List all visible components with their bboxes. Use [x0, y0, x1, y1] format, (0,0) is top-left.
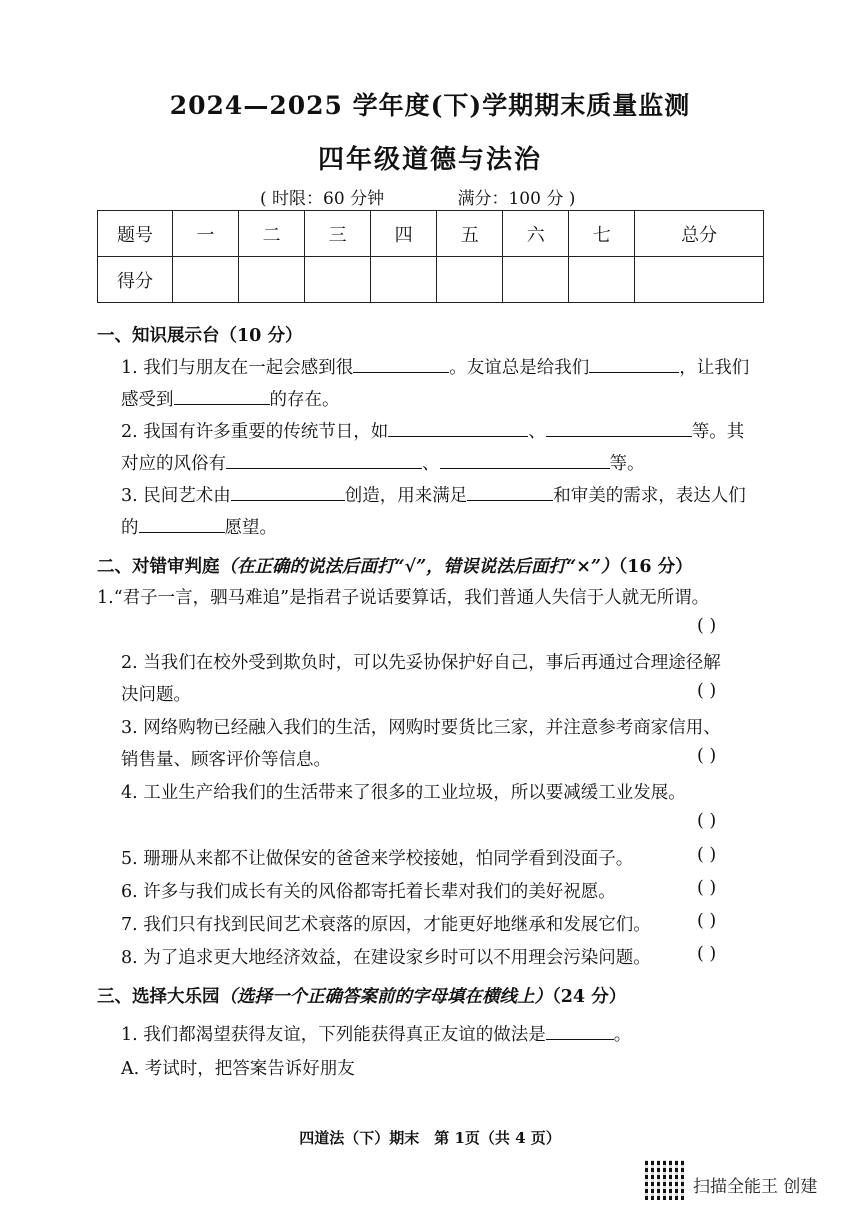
section-title: 三、选择大乐园 [97, 987, 220, 1007]
section3-q1-option-a[interactable]: A. 考试时，把答案告诉好朋友 [121, 1059, 355, 1079]
q-text: ，让我们 [679, 358, 750, 378]
section-note: （选择一个正确答案前的字母填在横线上） [219, 987, 552, 1007]
q-text: 的 [121, 518, 139, 538]
table-cell: 得分 [98, 257, 173, 303]
qr-pattern [645, 1160, 685, 1200]
section2-item-1: 1.“君子一言，驷马难追”是指君子说话要算话，我们普通人失信于人就无所谓。 [97, 588, 710, 608]
answer-paren[interactable]: ( ) [697, 681, 717, 701]
section-points: （24 分） [552, 987, 627, 1007]
exam-title: 2024—2025 学年度(下)学期期末质量监测 [169, 91, 691, 120]
answer-paren[interactable]: ( ) [697, 878, 717, 898]
section2-item-4: 4. 工业生产给我们的生活带来了很多的工业垃圾，所以要减缓工业发展。 [121, 783, 686, 803]
table-cell: 一 [173, 211, 239, 257]
section2-item-2: 2. 当我们在校外受到欺负时，可以先妥协保护好自己，事后再通过合理途径解 [121, 653, 721, 673]
time-limit: ( 时限：60 分钟 [260, 189, 385, 209]
table-cell: 七 [569, 211, 635, 257]
score-cell[interactable] [239, 257, 305, 303]
answer-blank[interactable] [139, 514, 225, 533]
q-text: 等。 [609, 454, 645, 474]
score-table-header-row [98, 211, 764, 257]
answer-paren[interactable]: ( ) [697, 746, 717, 766]
answer-paren[interactable]: ( ) [697, 616, 717, 636]
q-text: 。 [613, 1025, 632, 1045]
q-text: 2. 我国有许多重要的传统节日，如 [121, 422, 389, 442]
q-text: 3. 民间艺术由 [121, 486, 231, 506]
q-text: 对应的风俗有 [121, 454, 226, 474]
exam-limits [260, 184, 583, 209]
section1-heading: 一、知识展示台（10 分） [97, 326, 303, 346]
answer-blank[interactable] [226, 450, 422, 469]
answer-blank[interactable] [546, 418, 692, 437]
qr-code-icon [645, 1160, 685, 1200]
section2-item-2-cont: 决问题。 [121, 685, 191, 705]
table-cell: 五 [437, 211, 503, 257]
section-points: （16 分） [618, 557, 693, 577]
answer-blank[interactable] [388, 418, 528, 437]
section2-heading [97, 553, 693, 578]
q-text: 1. 我们与朋友在一起会感到很 [121, 358, 354, 378]
answer-blank[interactable] [467, 482, 553, 501]
table-cell: 二 [239, 211, 305, 257]
score-cell[interactable] [305, 257, 371, 303]
q-text: 和审美的需求，表达人们 [553, 486, 746, 506]
score-cell[interactable] [371, 257, 437, 303]
table-cell: 总分 [635, 211, 764, 257]
table-cell: 题号 [98, 211, 173, 257]
answer-paren[interactable]: ( ) [697, 845, 717, 865]
section3-heading [97, 983, 626, 1008]
full-score: 满分：100 分 ) [457, 189, 576, 209]
q-text: 。友谊总是给我们 [449, 358, 590, 378]
table-cell: 四 [371, 211, 437, 257]
q-text: 感受到 [121, 390, 174, 410]
score-cell[interactable] [503, 257, 569, 303]
answer-blank[interactable] [589, 354, 679, 373]
section2-item-8: 8. 为了追求更大地经济效益，在建设家乡时可以不用理会污染问题。 [121, 948, 651, 968]
table-cell: 六 [503, 211, 569, 257]
section2-item-3: 3. 网络购物已经融入我们的生活，网购时要货比三家，并注意参考商家信用、 [121, 718, 721, 738]
section1-q2-line1 [121, 418, 744, 443]
score-cell[interactable] [569, 257, 635, 303]
q-text: 创造，用来满足 [344, 486, 468, 506]
score-cell[interactable] [635, 257, 764, 303]
section1-q3-line1 [121, 482, 746, 507]
score-cell[interactable] [173, 257, 239, 303]
q-text: 的存在。 [269, 390, 340, 410]
score-table-score-row [98, 257, 764, 303]
section-note: （在正确的说法后面打“√”，错误说法后面打“×”） [219, 557, 619, 577]
section2-item-6: 6. 许多与我们成长有关的风俗都寄托着长辈对我们的美好祝愿。 [121, 882, 616, 902]
q-text: 等。其 [691, 422, 745, 442]
section2-item-5: 5. 珊珊从来都不让做保安的爸爸来学校接她，怕同学看到没面子。 [121, 849, 634, 869]
q-text: 、 [528, 422, 546, 442]
q-text: 、 [422, 454, 440, 474]
section1-q2-line2 [121, 450, 645, 475]
section1-q1-line1 [121, 354, 749, 379]
q-text: 愿望。 [224, 518, 277, 538]
score-cell[interactable] [437, 257, 503, 303]
section1-q3-line2 [121, 514, 277, 539]
score-table [97, 210, 764, 303]
answer-paren[interactable]: ( ) [697, 811, 717, 831]
section3-q1 [121, 1021, 631, 1046]
page-footer: 四道法（下）期末 第 1页（共 4 页） [299, 1129, 561, 1147]
section2-item-7: 7. 我们只有找到民间艺术衰落的原因，才能更好地继承和发展它们。 [121, 915, 651, 935]
answer-blank[interactable] [174, 386, 270, 405]
answer-blank[interactable] [353, 354, 449, 373]
answer-paren[interactable]: ( ) [697, 944, 717, 964]
section2-item-3-cont: 销售量、顾客评价等信息。 [121, 750, 331, 770]
answer-paren[interactable]: ( ) [697, 911, 717, 931]
answer-blank[interactable] [231, 482, 345, 501]
section1-q1-line2 [121, 386, 340, 411]
answer-blank[interactable] [440, 450, 610, 469]
answer-blank[interactable] [546, 1021, 614, 1040]
exam-subtitle: 四年级道德与法治 [317, 145, 542, 175]
section-title: 二、对错审判庭 [97, 557, 220, 577]
table-cell: 三 [305, 211, 371, 257]
q-text: 1. 我们都渴望获得友谊，下列能获得真正友谊的做法是 [121, 1025, 546, 1045]
watermark-brand: 扫描全能王 创建 [693, 1177, 818, 1197]
